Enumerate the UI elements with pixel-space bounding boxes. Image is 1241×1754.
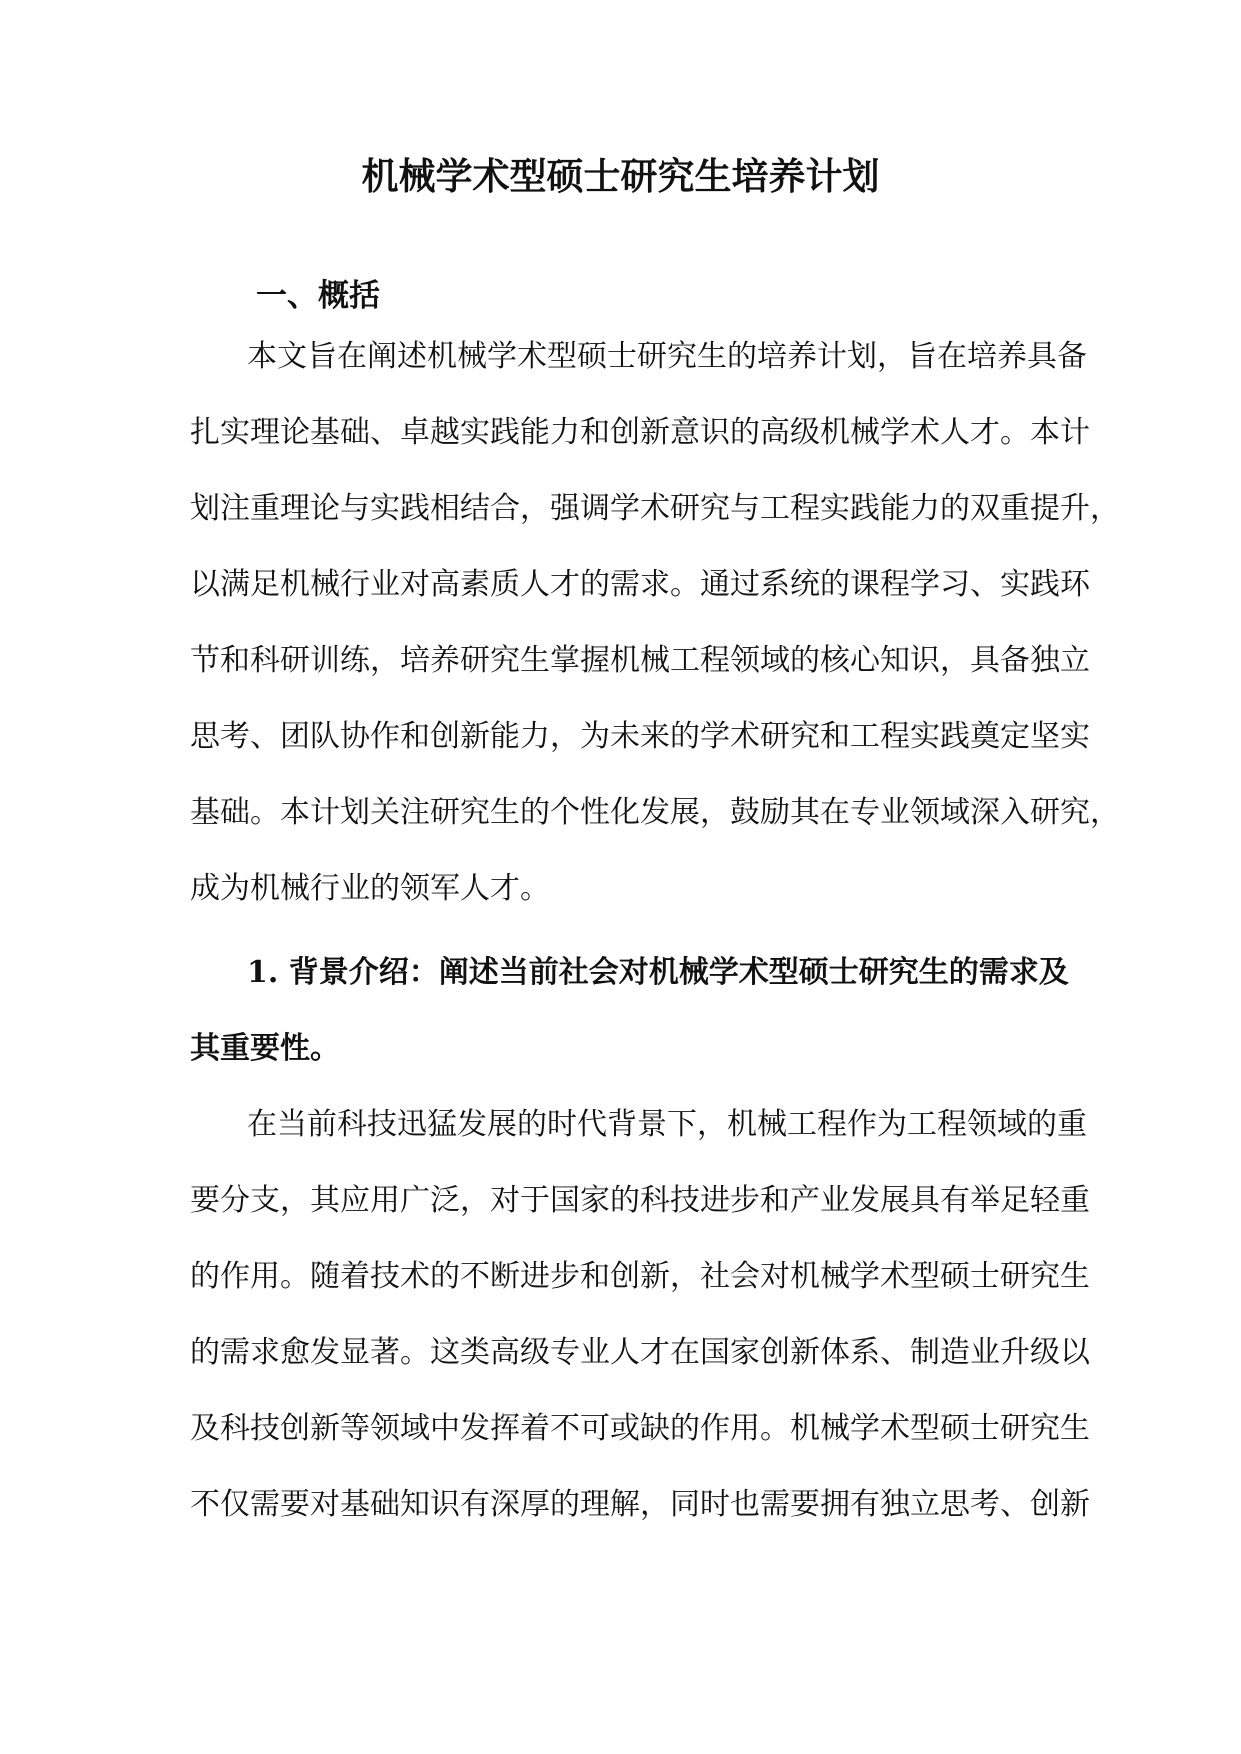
paragraph-line: 扎实理论基础、卓越实践能力和创新意识的高级机械学术人才。本计 bbox=[190, 415, 1090, 450]
document-title: 机械学术型硕士研究生培养计划 bbox=[361, 154, 880, 198]
paragraph-line: 及科技创新等领域中发挥着不可或缺的作用。机械学术型硕士研究生 bbox=[190, 1411, 1090, 1446]
heading-line: 1. 背景介绍：阐述当前社会对机械学术型硕士研究生的需求及 bbox=[247, 955, 1069, 990]
paragraph-line: 本文旨在阐述机械学术型硕士研究生的培养计划，旨在培养具备 bbox=[247, 339, 1087, 374]
paragraph-line: 划注重理论与实践相结合，强调学术研究与工程实践能力的双重提升， bbox=[190, 491, 1120, 526]
heading-line: 其重要性。 bbox=[190, 1031, 340, 1066]
paragraph-line: 成为机械行业的领军人才。 bbox=[190, 871, 550, 906]
paragraph-line: 基础。本计划关注研究生的个性化发展，鼓励其在专业领域深入研究， bbox=[190, 795, 1120, 830]
paragraph-line: 的需求愈发显著。这类高级专业人才在国家创新体系、制造业升级以 bbox=[190, 1335, 1090, 1370]
paragraph-line: 要分支，其应用广泛，对于国家的科技进步和产业发展具有举足轻重 bbox=[190, 1183, 1090, 1218]
paragraph-line: 在当前科技迅猛发展的时代背景下，机械工程作为工程领域的重 bbox=[247, 1107, 1087, 1142]
paragraph-line: 以满足机械行业对高素质人才的需求。通过系统的课程学习、实践环 bbox=[190, 567, 1090, 602]
section-heading-overview: 一、概括 bbox=[256, 278, 380, 314]
paragraph-line: 不仅需要对基础知识有深厚的理解，同时也需要拥有独立思考、创新 bbox=[190, 1487, 1090, 1522]
paragraph-line: 节和科研训练，培养研究生掌握机械工程领域的核心知识，具备独立 bbox=[190, 643, 1090, 678]
background-paragraph bbox=[190, 1087, 1090, 1543]
paragraph-line: 思考、团队协作和创新能力，为未来的学术研究和工程实践奠定坚实 bbox=[190, 719, 1090, 754]
paragraph-line: 的作用。随着技术的不断进步和创新，社会对机械学术型硕士研究生 bbox=[190, 1259, 1090, 1294]
subsection-heading-background bbox=[190, 935, 1069, 1087]
overview-paragraph bbox=[190, 319, 1120, 927]
